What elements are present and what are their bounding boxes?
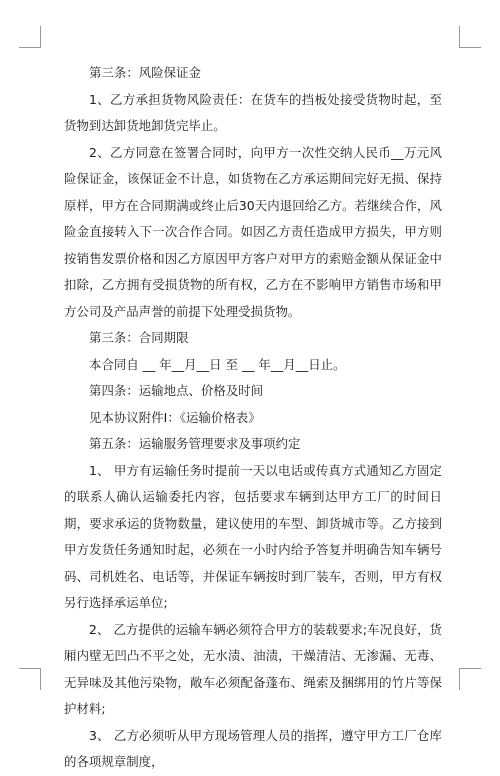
crop-mark-top-right (459, 47, 481, 48)
paragraph: 3、 乙方必须听从甲方现场管理人员的指挥，遵守甲方工厂仓库的各项规章制度， (64, 727, 442, 769)
crop-mark-bottom-right (459, 668, 460, 690)
crop-mark-bottom-left (19, 668, 41, 669)
crop-mark-top-left (19, 47, 41, 48)
section-heading-service-requirements: 第五条：运输服务管理要求及事项约定 (89, 436, 301, 451)
crop-mark-bottom-right (459, 668, 481, 669)
paragraph: 见本协议附件Ⅰ：《运输价格表》 (89, 409, 261, 425)
crop-mark-bottom-left (40, 668, 41, 690)
paragraph: 1、 甲方有运输任务时提前一天以电话或传真方式通知乙方固定的联系人确认运输委托内容，包括要求车辆到达甲方工厂的时间日期，要求承运的货物数量，建议使用的车型、卸货城市等。乙方接到甲方发货任务通知时起，必须在一小时内给予答复并明确告知车辆号码、司机姓名、电话等，并保证车辆按时到厂装车，否则，甲方有权另行选择承运单位; (64, 462, 442, 610)
paragraph: 2、 乙方提供的运输车辆必须符合甲方的装载要求;车况良好，货厢内壁无凹凸不平之处，无水渍、油渍，干燥清洁、无渗漏、无毒、无异味及其他污染物，敞车必须配备蓬布、绳索及捆绑用的竹片等保护材料; (64, 621, 442, 716)
section-heading-transport-location: 第四条：运输地点、价格及时间 (89, 383, 264, 398)
section-heading-risk-deposit: 第三条：风险保证金 (89, 65, 201, 80)
document-body (64, 60, 442, 776)
paragraph: 本合同自 __ 年__月__日 至 __ 年__月__日止。 (89, 356, 346, 372)
paragraph: 1、乙方承担货物风险责任：在货车的挡板处接受货物时起，至货物到达卸货地卸货完毕止。 (64, 91, 442, 133)
paragraph: 2、乙方同意在签署合同时，向甲方一次性交纳人民币__万元风险保证金，该保证金不计息，如货物在乙方承运期间完好无损、保持原样，甲方在合同期满或终止后30天内退回给乙方。若继续合作，风险金直接转入下一次合作合同。如因乙方责任造成甲方损失，甲方则按销售发票价格和因乙方原因甲方客户对甲方的索赔金额从保证金中扣除，乙方拥有受损货物的所有权，乙方在不影响甲方销售市场和甲方公司及产品声誉的前提下处理受损货物。 (64, 144, 442, 319)
crop-mark-top-left (40, 26, 41, 48)
crop-mark-top-right (459, 26, 460, 48)
section-heading-contract-term: 第三条：合同期限 (89, 330, 189, 345)
